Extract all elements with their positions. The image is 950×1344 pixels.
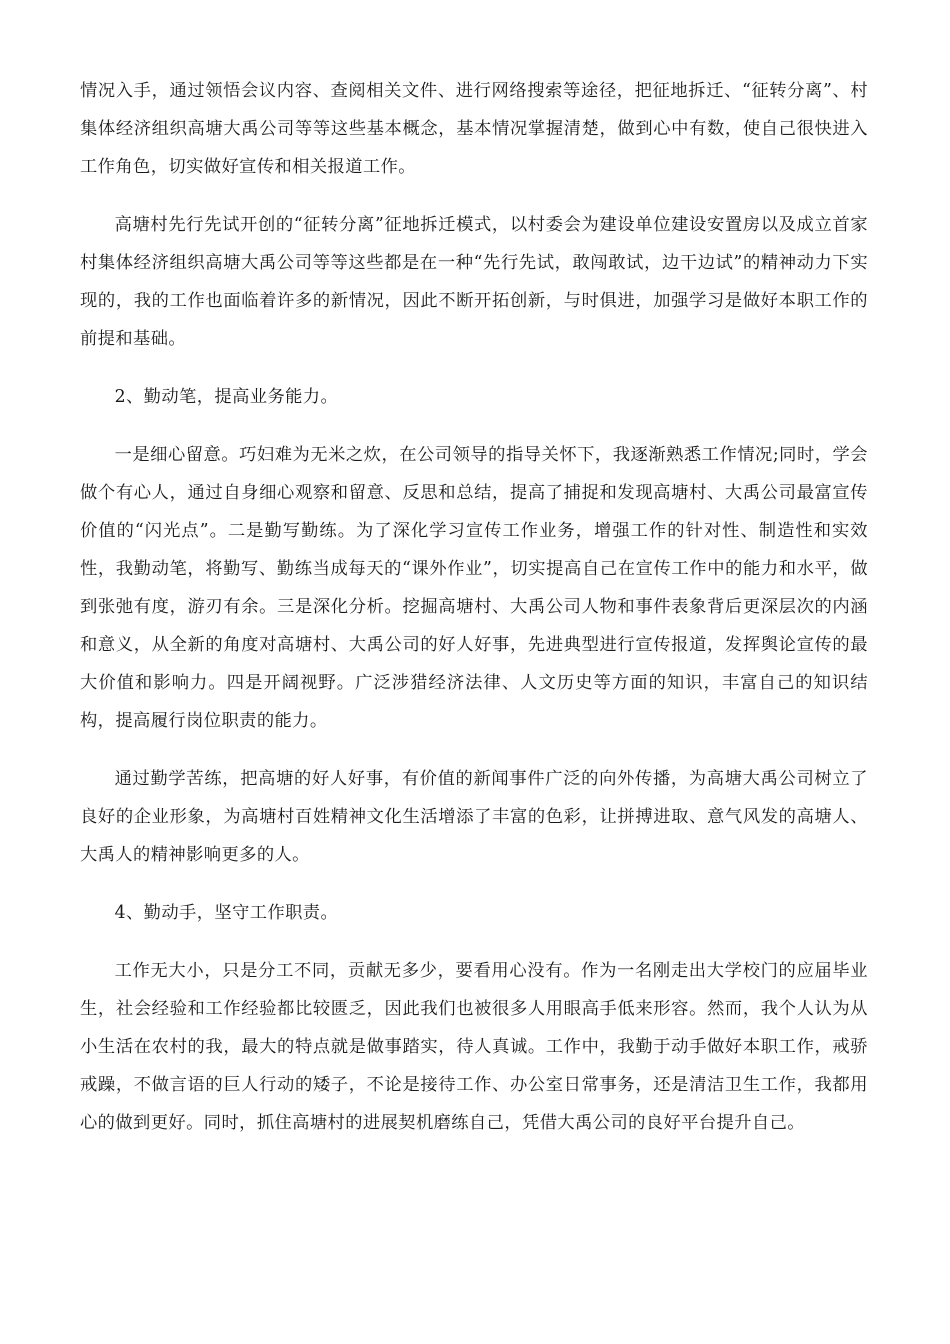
paragraph-results: 通过勤学苦练，把高塘的好人好事，有价值的新闻事件广泛的向外传播，为高塘大禹公司树立了良好的企业形象，为高塘村百姓精神文化生活增添了丰富的色彩，让拼搏进取、意气风发的高塘人、大禹人的精神影响更多的人。 <box>80 769 868 865</box>
section-heading-hands-on: 4、勤动手，坚守工作职责。 <box>114 903 339 923</box>
paragraph-work-attitude: 工作无大小，只是分工不同，贡献无多少，要看用心没有。作为一名刚走出大学校门的应届毕业生，社会经验和工作经验都比较匮乏，因此我们也被很多人用眼高手低来形容。然而，我个人认为从小生活在农村的我，最大的特点就是做事踏实，待人真诚。工作中，我勤于动手做好本职工作，戒骄戒躁，不做言语的巨人行动的矮子，不论是接待工作、办公室日常事务，还是清洁卫生工作，我都用心的做到更好。同时，抓住高塘村的进展契机磨练自己，凭借大禹公司的良好平台提升自己。 <box>80 961 868 1133</box>
paragraph-pilot-model: 高塘村先行先试开创的“征转分离”征地拆迁模式，以村委会为建设单位建设安置房以及成立首家村集体经济组织高塘大禹公司等等这些都是在一种“先行先试，敢闯敢试，边干边试”的精神动力下实现的，我的工作也面临着许多的新情况，因此不断开拓创新，与时俱进，加强学习是做好本职工作的前提和基础。 <box>80 215 868 349</box>
section-heading-writing: 2、勤动笔，提高业务能力。 <box>114 387 339 407</box>
document-page <box>80 72 868 1162</box>
paragraph-continued-intro: 情况入手，通过领悟会议内容、查阅相关文件、进行网络搜索等途径，把征地拆迁、“征转分离”、村集体经济组织高塘大禹公司等等这些基本概念，基本情况掌握清楚，做到心中有数，使自己很快进入工作角色，切实做好宣传和相关报道工作。 <box>80 81 868 177</box>
paragraph-four-points: 一是细心留意。巧妇难为无米之炊，在公司领导的指导关怀下，我逐渐熟悉工作情况;同时，学会做个有心人，通过自身细心观察和留意、反思和总结，提高了捕捉和发现高塘村、大禹公司最富宣传价值的“闪光点”。二是勤写勤练。为了深化学习宣传工作业务，增强工作的针对性、制造性和实效性，我勤动笔，将勤写、勤练当成每天的“课外作业”，切实提高自己在宣传工作中的能力和水平，做到张弛有度，游刃有余。三是深化分析。挖掘高塘村、大禹公司人物和事件表象背后更深层次的内涵和意义，从全新的角度对高塘村、大禹公司的好人好事，先进典型进行宣传报道，发挥舆论宣传的最大价值和影响力。四是开阔视野。广泛涉猎经济法律、人文历史等方面的知识，丰富自己的知识结构，提高履行岗位职责的能力。 <box>80 445 868 731</box>
